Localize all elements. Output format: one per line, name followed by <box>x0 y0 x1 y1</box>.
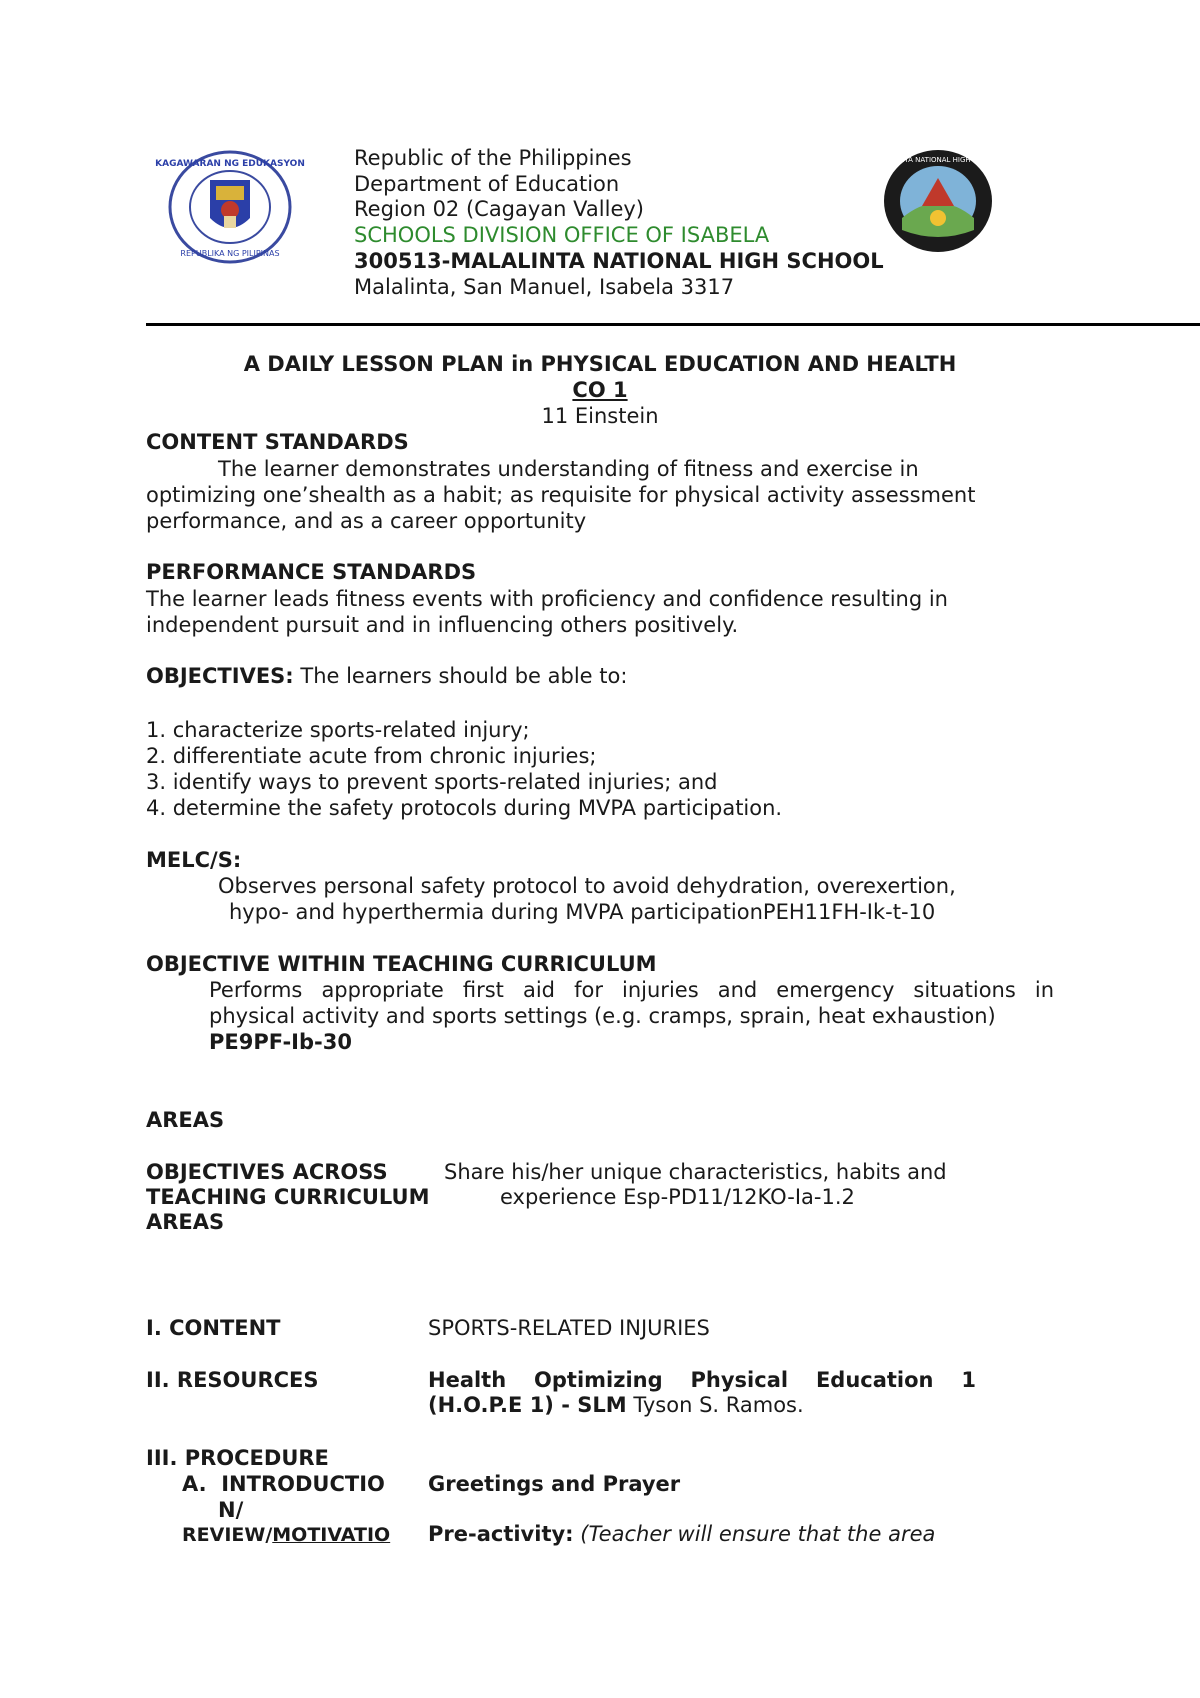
procedure-motivation-label: MOTIVATIO <box>272 1524 391 1546</box>
objective-item-3: 3. identify ways to prevent sports-related injuries; and <box>146 770 718 794</box>
melcs-heading: MELC/S: <box>146 848 242 872</box>
resources-label: II. RESOURCES <box>146 1368 319 1392</box>
resources-value-line-1: Health Optimizing Physical Education 1 <box>428 1368 976 1392</box>
objective-item-4: 4. determine the safety protocols during MVPA participation. <box>146 796 783 820</box>
melcs-line-2: hypo- and hyperthermia during MVPA participationPEH11FH-Ik-t-10 <box>229 900 936 924</box>
content-label: I. CONTENT <box>146 1316 281 1340</box>
objectives-heading: OBJECTIVES: <box>146 664 294 688</box>
resources-value-line-2 <box>428 1393 804 1417</box>
content-standards-line-3: performance, and as a career opportunity <box>146 509 587 533</box>
header-republic: Republic of the Philippines <box>354 146 632 170</box>
resources-value-bold: (H.O.P.E 1) - SLM <box>428 1393 627 1417</box>
objective-within-code: PE9PF-Ib-30 <box>209 1030 352 1054</box>
header-region: Region 02 (Cagayan Valley) <box>354 197 644 221</box>
performance-standards-heading: PERFORMANCE STANDARDS <box>146 560 477 584</box>
co-label: CO 1 <box>572 378 628 402</box>
melcs-line-1: Observes personal safety protocol to avoid dehydration, overexertion, <box>218 874 956 898</box>
content-standards-heading: CONTENT STANDARDS <box>146 430 409 454</box>
procedure-label: III. PROCEDURE <box>146 1446 329 1470</box>
svg-text:MALALINTA NATIONAL HIGH SCHOOL: MALALINTA NATIONAL HIGH SCHOOL <box>873 156 1003 164</box>
objectives-intro: The learners should be able to: <box>293 664 628 688</box>
svg-text:KAGAWARAN NG EDUKASYON: KAGAWARAN NG EDUKASYON <box>155 159 305 169</box>
procedure-sub-a-line-2: N/ <box>218 1498 244 1522</box>
objectives-across-line-1: Share his/her unique characteristics, habits and <box>444 1160 947 1184</box>
objective-item-1: 1. characterize sports-related injury; <box>146 718 530 742</box>
header-school-address: Malalinta, San Manuel, Isabela 3317 <box>354 275 735 299</box>
procedure-greeting: Greetings and Prayer <box>428 1472 681 1496</box>
svg-text:REPUBLIKA NG PILIPINAS: REPUBLIKA NG PILIPINAS <box>180 249 280 258</box>
areas-heading: AREAS <box>146 1108 225 1132</box>
procedure-preactivity <box>428 1522 935 1546</box>
objective-item-2: 2. differentiate acute from chronic injuries; <box>146 744 597 768</box>
objectives-line <box>146 664 627 688</box>
deped-seal-logo <box>155 150 305 264</box>
procedure-review-label: REVIEW/ <box>182 1524 273 1546</box>
content-standards-line-1: The learner demonstrates understanding of fitness and exercise in <box>218 457 919 481</box>
header-department: Department of Education <box>354 172 620 196</box>
procedure-sub-a-line-3 <box>182 1524 390 1546</box>
objectives-across-line-2: experience Esp-PD11/12KO-Ia-1.2 <box>500 1185 855 1209</box>
preactivity-text: (Teacher will ensure that the area <box>573 1522 936 1546</box>
objective-within-line-2: physical activity and sports settings (e.g. cramps, sprain, heat exhaustion) <box>209 1004 996 1028</box>
procedure-sub-a-line-1: A. INTRODUCTIO <box>182 1472 385 1496</box>
performance-standards-line-1: The learner leads fitness events with proficiency and confidence resulting in <box>146 587 948 611</box>
content-value: SPORTS-RELATED INJURIES <box>428 1316 710 1340</box>
objective-within-heading: OBJECTIVE WITHIN TEACHING CURRICULUM <box>146 952 657 976</box>
objective-within-line-1: Performs appropriate first aid for injuries and emergency situations in <box>209 978 1054 1002</box>
objectives-across-heading-3: AREAS <box>146 1210 225 1234</box>
objectives-across-heading-2: TEACHING CURRICULUM <box>146 1185 430 1209</box>
school-seal-logo <box>873 148 1003 254</box>
page-title: A DAILY LESSON PLAN in PHYSICAL EDUCATION AND HEALTH <box>243 352 957 376</box>
preactivity-label: Pre-activity: <box>428 1522 574 1546</box>
objectives-across-heading-1: OBJECTIVES ACROSS <box>146 1160 388 1184</box>
header-school-name: 300513-MALALINTA NATIONAL HIGH SCHOOL <box>354 249 884 273</box>
header-division: SCHOOLS DIVISION OFFICE OF ISABELA <box>354 223 770 247</box>
section-label: 11 Einstein <box>541 404 659 428</box>
performance-standards-line-2: independent pursuit and in influencing others positively. <box>146 613 739 637</box>
resources-author: Tyson S. Ramos. <box>626 1393 804 1417</box>
content-standards-line-2: optimizing one’shealth as a habit; as requisite for physical activity assessment <box>146 483 976 507</box>
header-divider <box>146 323 1200 326</box>
